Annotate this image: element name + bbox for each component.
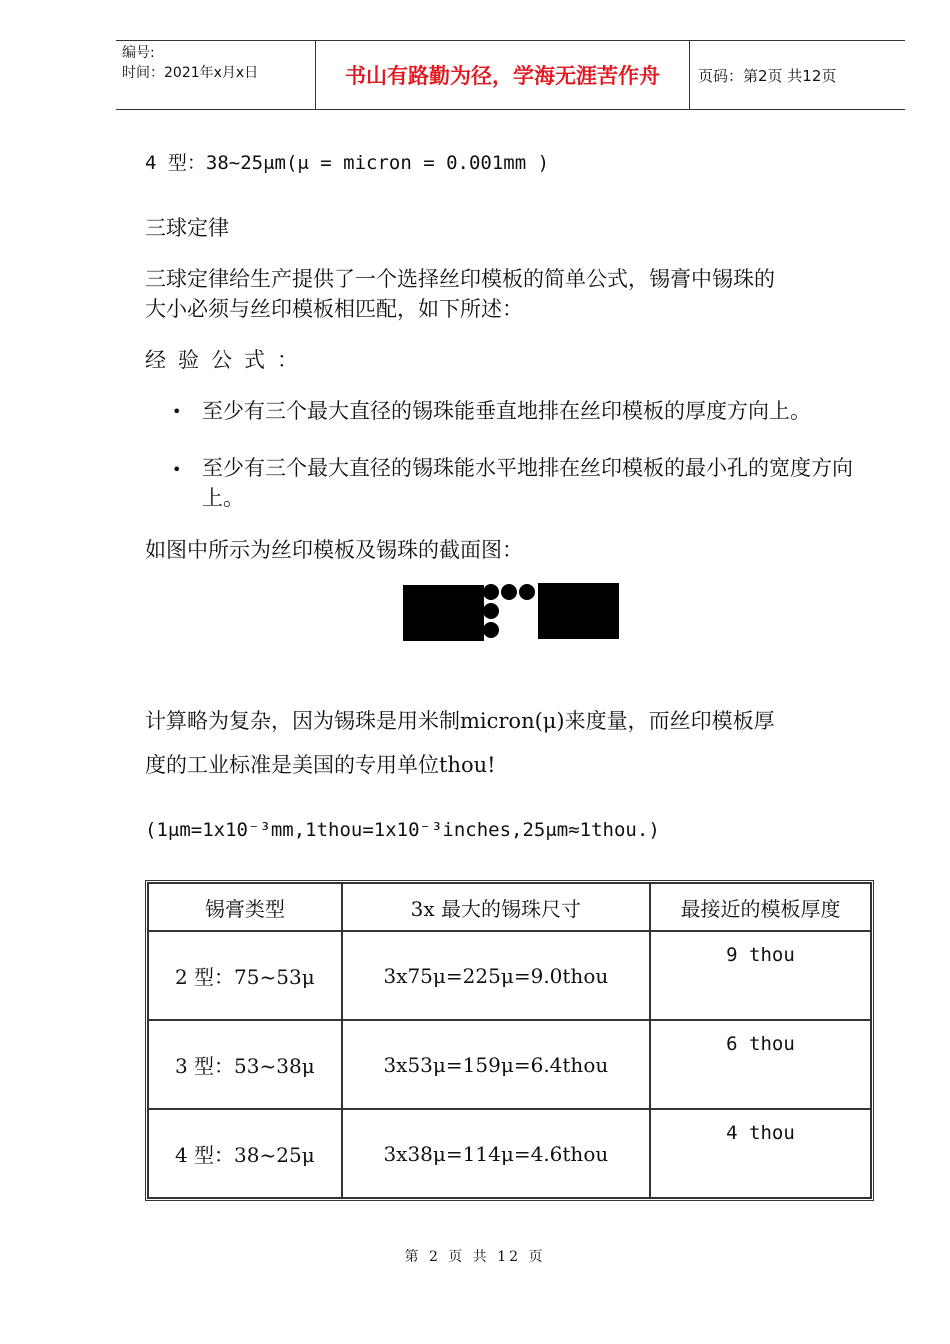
table-header-cell: 锡膏类型 xyxy=(148,883,342,931)
header-meta xyxy=(116,41,314,109)
stencil-block-right xyxy=(538,583,619,639)
type4-spec-line: 4 型：38~25μm(μ = micron = 0.001mm ) xyxy=(145,152,550,174)
table-cell: 6 thou xyxy=(650,1020,871,1109)
solder-ball xyxy=(519,584,535,600)
stencil-block-left xyxy=(403,585,484,641)
table-cell: 3x53μ=159μ=6.4thou xyxy=(342,1020,650,1109)
table-cell: 2 型：75~53μ xyxy=(148,931,342,1020)
bullet-item: 至少有三个最大直径的锡珠能水平地排在丝印模板的最小孔的宽度方向上。 xyxy=(202,456,853,510)
table-header-row xyxy=(148,883,871,931)
table-cell: 3x38μ=114μ=4.6thou xyxy=(342,1109,650,1198)
solder-ball xyxy=(483,622,499,638)
bullet-dot-icon: • xyxy=(172,402,182,421)
calc-paragraph-line-1: 计算略为复杂，因为锡珠是用米制micron(μ)来度量，而丝印模板厚 xyxy=(145,709,775,733)
table-cell: 9 thou xyxy=(650,931,871,1020)
code-label: 编号: xyxy=(122,45,155,61)
figure-caption: 如图中所示为丝印模板及锡珠的截面图： xyxy=(145,538,523,562)
table-cell: 4 型：38~25μ xyxy=(148,1109,342,1198)
stencil-thickness-table xyxy=(145,880,874,1201)
intro-paragraph-line-1: 三球定律给生产提供了一个选择丝印模板的简单公式，锡膏中锡珠的 xyxy=(145,267,775,291)
solder-ball xyxy=(501,584,517,600)
header-page-label: 页码：第2页 共12页 xyxy=(698,67,837,85)
table-row xyxy=(148,1020,871,1109)
solder-ball xyxy=(483,584,499,600)
solder-ball xyxy=(483,603,499,619)
section-title: 三球定律 xyxy=(145,216,229,240)
units-conversion-line: (1μm=1x10⁻³mm,1thou=1x10⁻³inches,25μm≈1thou.) xyxy=(145,819,660,841)
table-cell: 3x75μ=225μ=9.0thou xyxy=(342,931,650,1020)
table-header-cell: 3x 最大的锡珠尺寸 xyxy=(342,883,650,931)
table-row xyxy=(148,931,871,1020)
table-row xyxy=(148,1109,871,1198)
table-header-cell: 最接近的模板厚度 xyxy=(650,883,871,931)
intro-paragraph-line-2: 大小必须与丝印模板相匹配，如下所述： xyxy=(145,297,523,321)
table-cell: 3 型：53~38μ xyxy=(148,1020,342,1109)
formula-title: 经验公式： xyxy=(145,348,310,372)
stencil-cross-section-figure xyxy=(402,580,620,642)
bullet-item: 至少有三个最大直径的锡珠能垂直地排在丝印模板的厚度方向上。 xyxy=(202,399,811,423)
page-header xyxy=(116,40,905,110)
bullet-dot-icon: • xyxy=(172,460,182,479)
time-label: 时间：2021年x月x日 xyxy=(122,65,259,81)
calc-paragraph-line-2: 度的工业标准是美国的专用单位thou! xyxy=(145,753,496,777)
table-cell: 4 thou xyxy=(650,1109,871,1198)
header-divider xyxy=(689,41,690,109)
page-footer: 第 2 页 共 12 页 xyxy=(404,1249,546,1265)
header-motto: 书山有路勤为径，学海无涯苦作舟 xyxy=(345,64,660,88)
